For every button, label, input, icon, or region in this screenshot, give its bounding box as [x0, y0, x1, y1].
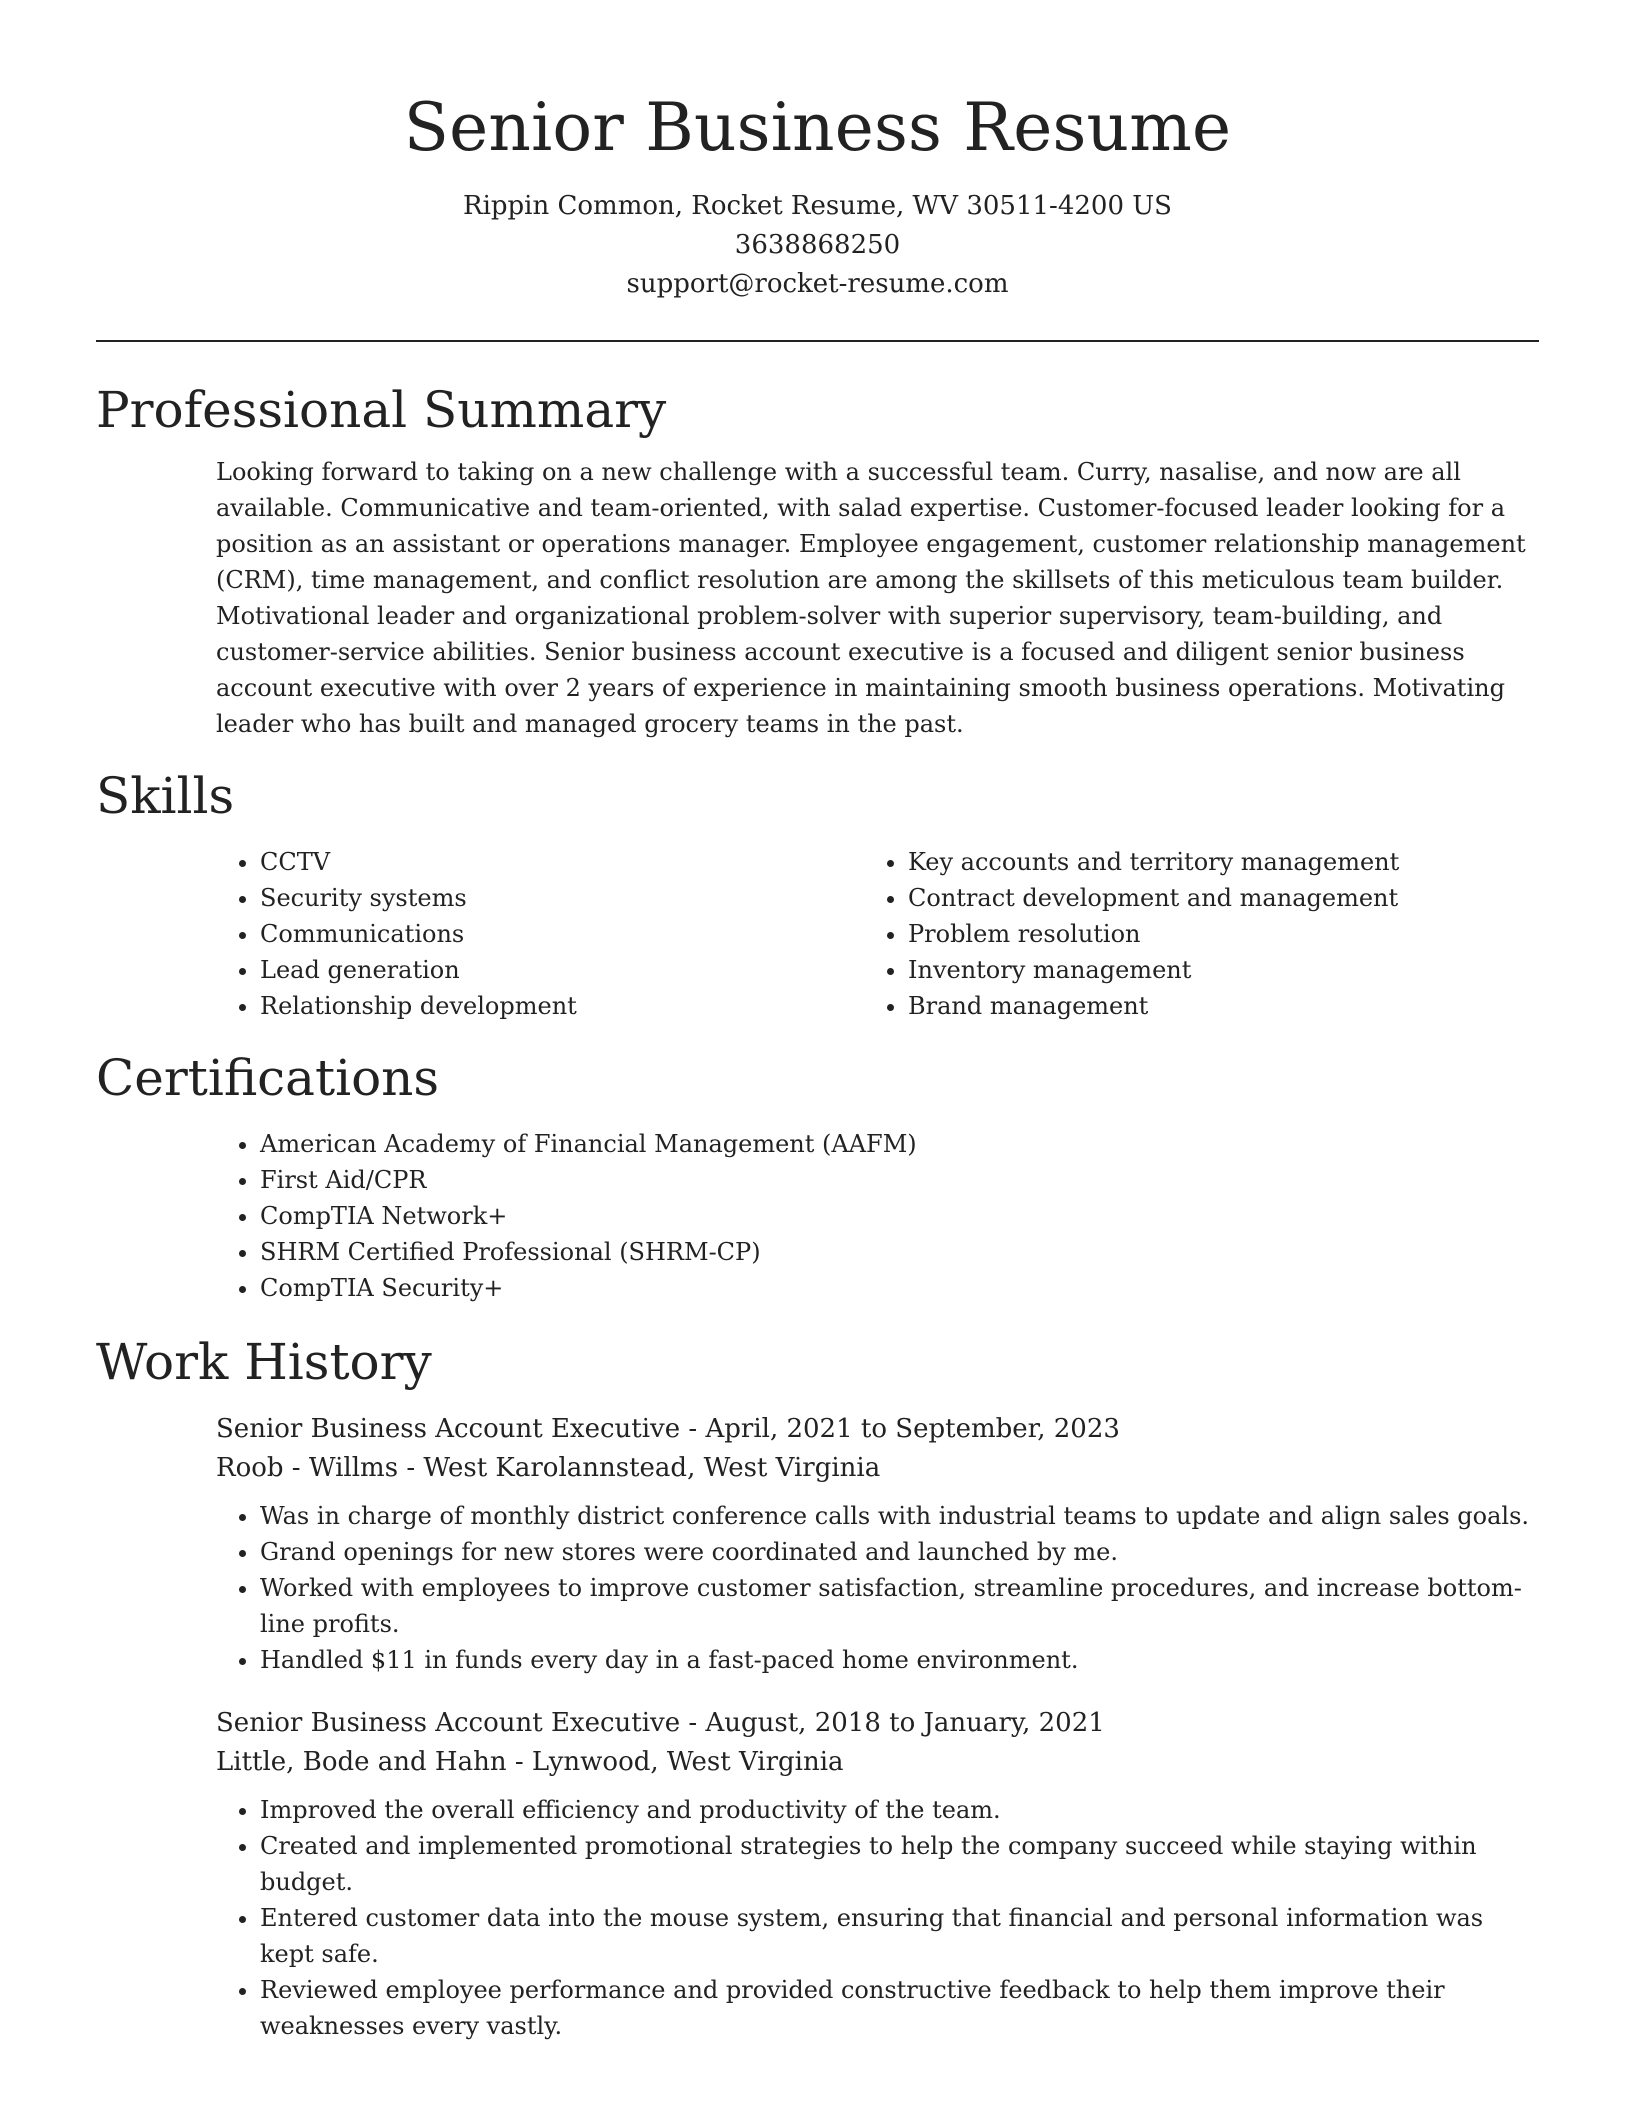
skills-list-left — [96, 844, 746, 1024]
job-bullets — [216, 1792, 1536, 2044]
certifications-section — [96, 1048, 1539, 1306]
job-entry — [216, 1410, 1539, 1678]
list-item: • Contract development and management — [908, 880, 1539, 916]
work-history-heading: Work History — [96, 1333, 432, 1391]
list-item: • Grand openings for new stores were coordinated and launched by me. — [260, 1534, 1536, 1570]
list-item: • CompTIA Network+ — [260, 1198, 1539, 1234]
list-item: • Inventory management — [908, 952, 1539, 988]
job-title-line: Senior Business Account Executive - August, 2018 to January, 2021 — [216, 1708, 1105, 1738]
list-item: • SHRM Certified Professional (SHRM-CP) — [260, 1234, 1539, 1270]
contact-address: Rippin Common, Rocket Resume, WV 30511-4200 US — [463, 191, 1172, 221]
header-divider — [96, 340, 1539, 342]
list-item: • Security systems — [260, 880, 746, 916]
list-item: • Relationship development — [260, 988, 746, 1024]
list-item: • Brand management — [908, 988, 1539, 1024]
contact-block — [96, 187, 1539, 304]
job-location: Lynwood, West Virginia — [531, 1747, 844, 1777]
summary-text: Looking forward to taking on a new challenge with a successful team. Curry, nasalise, and now are all available. Communicative and team-oriented, with salad expertise. Customer-focused leader looking for a position as an assistant or operations manager. Employee engagement, customer relationship management (CRM), time management, and conflict resolution are among the skillsets of this meticulous team builder. Motivational leader and organizational problem-solver with superior supervisory, team-building, and customer-service abilities. Senior business account executive is a focused and diligent senior business account executive with over 2 years of experience in maintaining smooth business operations. Motivating leader who has built and managed grocery teams in the past. — [216, 458, 1526, 738]
list-item: • First Aid/CPR — [260, 1162, 1539, 1198]
list-item: • Problem resolution — [908, 916, 1539, 952]
job-bullets — [216, 1498, 1536, 1678]
skills-section — [96, 766, 1539, 1024]
list-item: • CompTIA Security+ — [260, 1270, 1539, 1306]
job-title: Senior Business Account Executive — [216, 1414, 681, 1444]
list-item: • Was in charge of monthly district conference calls with industrial teams to update and align sales goals. — [260, 1498, 1536, 1534]
list-item: • Entered customer data into the mouse system, ensuring that financial and personal information was kept safe. — [260, 1900, 1536, 1972]
list-item: • CCTV — [260, 844, 746, 880]
job-company-line: Little, Bode and Hahn - Lynwood, West Virginia — [216, 1747, 844, 1777]
resume-name: Senior Business Resume — [403, 89, 1232, 166]
contact-phone: 3638868250 — [734, 230, 901, 260]
job-dates: April, 2021 to September, 2023 — [705, 1414, 1120, 1444]
skills-grid — [96, 844, 1539, 1024]
list-item: • Key accounts and territory management — [908, 844, 1539, 880]
job-entry — [216, 1704, 1539, 2044]
list-item: • Reviewed employee performance and provided constructive feedback to help them improve their weaknesses every vastly. — [260, 1972, 1536, 2044]
summary-section — [96, 380, 1539, 742]
job-company: Roob - Willms — [216, 1453, 399, 1483]
list-item: • Communications — [260, 916, 746, 952]
list-item: • Improved the overall efficiency and productivity of the team. — [260, 1792, 1536, 1828]
skills-list-right — [746, 844, 1539, 1024]
job-company-line: Roob - Willms - West Karolannstead, West Virginia — [216, 1453, 881, 1483]
list-item: • Handled $11 in funds every day in a fast-paced home environment. — [260, 1642, 1536, 1678]
list-item: • Lead generation — [260, 952, 746, 988]
work-history-section — [96, 1332, 1539, 2044]
job-company: Little, Bode and Hahn — [216, 1747, 507, 1777]
job-title-line: Senior Business Account Executive - April, 2021 to September, 2023 — [216, 1414, 1120, 1444]
resume-page — [96, 0, 1539, 2044]
list-item: • American Academy of Financial Management (AAFM) — [260, 1126, 1539, 1162]
job-dates: August, 2018 to January, 2021 — [705, 1708, 1105, 1738]
list-item: • Worked with employees to improve customer satisfaction, streamline procedures, and increase bottom-line profits. — [260, 1570, 1536, 1642]
certifications-list — [96, 1126, 1539, 1306]
list-item: • Created and implemented promotional strategies to help the company succeed while staying within budget. — [260, 1828, 1536, 1900]
certifications-heading: Certifications — [96, 1049, 440, 1107]
skills-heading: Skills — [96, 767, 235, 825]
job-location: West Karolannstead, West Virginia — [423, 1453, 881, 1483]
summary-heading: Professional Summary — [96, 381, 667, 439]
job-title: Senior Business Account Executive — [216, 1708, 681, 1738]
contact-email: support@rocket-resume.com — [626, 269, 1009, 299]
